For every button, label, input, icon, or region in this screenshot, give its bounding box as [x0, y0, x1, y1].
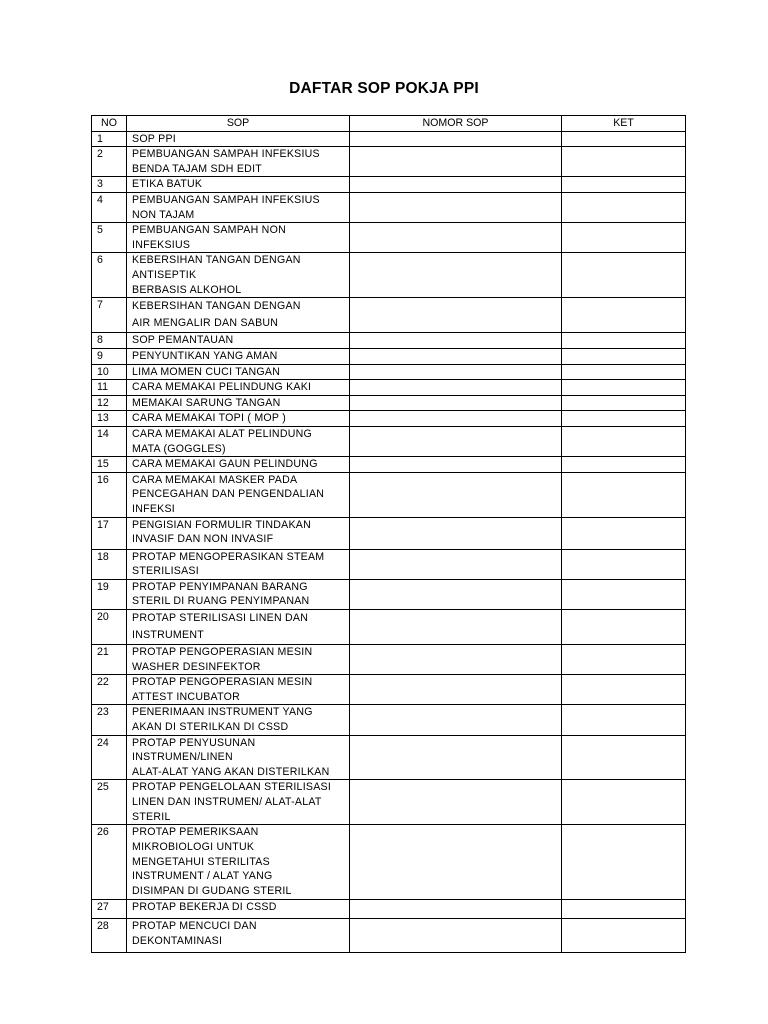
table-row [92, 147, 686, 177]
table-row [92, 919, 686, 953]
ket-cell [562, 253, 686, 298]
row-number: 15 [92, 457, 127, 473]
row-number: 12 [92, 395, 127, 411]
ket-cell [562, 364, 686, 380]
table-row [92, 223, 686, 253]
nomor-sop-cell [350, 348, 562, 364]
nomor-sop-cell [350, 735, 562, 780]
nomor-sop-cell [350, 780, 562, 825]
sop-name: PENERIMAAN INSTRUMENT YANG AKAN DI STERILKAN DI CSSD [127, 705, 350, 735]
row-number: 14 [92, 426, 127, 456]
sop-name: PROTAP PEMERIKSAAN MIKROBIOLOGI UNTUK MENGETAHUI STERILITAS INSTRUMENT / ALAT YANG DISIMPAN DI GUDANG STERIL [127, 825, 350, 900]
sop-name: KEBERSIHAN TANGAN DENGAN ANTISEPTIK BERBASIS ALKOHOL [127, 253, 350, 298]
row-number: 2 [92, 147, 127, 177]
sop-name: PROTAP PENYUSUNAN INSTRUMEN/LINEN ALAT-ALAT YANG AKAN DISTERILKAN [127, 735, 350, 780]
table-row [92, 177, 686, 193]
sop-name: PROTAP BEKERJA DI CSSD [127, 900, 350, 919]
table-row [92, 645, 686, 675]
table-body [92, 131, 686, 953]
table-row [92, 705, 686, 735]
ket-cell [562, 395, 686, 411]
nomor-sop-cell [350, 426, 562, 456]
page-title: DAFTAR SOP POKJA PPI [289, 80, 479, 97]
nomor-sop-cell [350, 705, 562, 735]
nomor-sop-cell [350, 411, 562, 427]
row-number: 8 [92, 333, 127, 349]
nomor-sop-cell [350, 147, 562, 177]
nomor-sop-cell [350, 825, 562, 900]
table-row [92, 549, 686, 579]
row-number: 13 [92, 411, 127, 427]
sop-name: PROTAP MENCUCI DAN DEKONTAMINASI [127, 919, 350, 953]
table-row [92, 395, 686, 411]
nomor-sop-cell [350, 457, 562, 473]
sop-name: PENGISIAN FORMULIR TINDAKAN INVASIF DAN NON INVASIF [127, 517, 350, 549]
nomor-sop-cell [350, 364, 562, 380]
ket-cell [562, 579, 686, 609]
sop-name: PEMBUANGAN SAMPAH INFEKSIUS BENDA TAJAM SDH EDIT [127, 147, 350, 177]
nomor-sop-cell [350, 333, 562, 349]
row-number: 17 [92, 517, 127, 549]
row-number: 10 [92, 364, 127, 380]
row-number: 9 [92, 348, 127, 364]
nomor-sop-cell [350, 675, 562, 705]
table-row [92, 364, 686, 380]
table-row [92, 131, 686, 147]
ket-cell [562, 411, 686, 427]
nomor-sop-cell [350, 517, 562, 549]
sop-name: CARA MEMAKAI GAUN PELINDUNG [127, 457, 350, 473]
sop-name: PEMBUANGAN SAMPAH NON INFEKSIUS [127, 223, 350, 253]
ket-cell [562, 192, 686, 222]
ket-cell [562, 333, 686, 349]
nomor-sop-cell [350, 579, 562, 609]
nomor-sop-cell [350, 900, 562, 919]
nomor-sop-cell [350, 253, 562, 298]
sop-name: PENYUNTIKAN YANG AMAN [127, 348, 350, 364]
nomor-sop-cell [350, 645, 562, 675]
sop-name: LIMA MOMEN CUCI TANGAN [127, 364, 350, 380]
nomor-sop-cell [350, 131, 562, 147]
table-row [92, 192, 686, 222]
ket-cell [562, 735, 686, 780]
sop-name: MEMAKAI SARUNG TANGAN [127, 395, 350, 411]
row-number: 20 [92, 610, 127, 645]
row-number: 3 [92, 177, 127, 193]
sop-name: PROTAP PENGOPERASIAN MESIN ATTEST INCUBATOR [127, 675, 350, 705]
header-no: NO [92, 116, 127, 132]
row-number: 11 [92, 380, 127, 396]
row-number: 21 [92, 645, 127, 675]
table-row [92, 348, 686, 364]
ket-cell [562, 380, 686, 396]
table-row [92, 457, 686, 473]
row-number: 5 [92, 223, 127, 253]
nomor-sop-cell [350, 177, 562, 193]
row-number: 27 [92, 900, 127, 919]
row-number: 18 [92, 549, 127, 579]
nomor-sop-cell [350, 549, 562, 579]
row-number: 1 [92, 131, 127, 147]
ket-cell [562, 147, 686, 177]
header-ket: KET [562, 116, 686, 132]
nomor-sop-cell [350, 919, 562, 953]
table-row [92, 426, 686, 456]
row-number: 28 [92, 919, 127, 953]
ket-cell [562, 298, 686, 333]
table-row [92, 735, 686, 780]
row-number: 4 [92, 192, 127, 222]
sop-table [91, 115, 686, 953]
ket-cell [562, 549, 686, 579]
nomor-sop-cell [350, 298, 562, 333]
ket-cell [562, 131, 686, 147]
table-row [92, 825, 686, 900]
ket-cell [562, 675, 686, 705]
table-row [92, 675, 686, 705]
nomor-sop-cell [350, 395, 562, 411]
table-row [92, 333, 686, 349]
table-row [92, 610, 686, 645]
table-row [92, 472, 686, 517]
sop-name: ETIKA BATUK [127, 177, 350, 193]
header-sop: SOP [127, 116, 350, 132]
ket-cell [562, 705, 686, 735]
sop-name: PROTAP PENGELOLAAN STERILISASI LINEN DAN INSTRUMEN/ ALAT-ALAT STERIL [127, 780, 350, 825]
sop-name: PEMBUANGAN SAMPAH INFEKSIUS NON TAJAM [127, 192, 350, 222]
table-row [92, 900, 686, 919]
row-number: 24 [92, 735, 127, 780]
ket-cell [562, 919, 686, 953]
row-number: 7 [92, 298, 127, 333]
table-row [92, 298, 686, 333]
ket-cell [562, 825, 686, 900]
table-row [92, 517, 686, 549]
ket-cell [562, 223, 686, 253]
sop-name: CARA MEMAKAI TOPI ( MOP ) [127, 411, 350, 427]
nomor-sop-cell [350, 610, 562, 645]
header-row [92, 116, 686, 132]
row-number: 22 [92, 675, 127, 705]
row-number: 25 [92, 780, 127, 825]
sop-name: SOP PEMANTAUAN [127, 333, 350, 349]
table-row [92, 579, 686, 609]
sop-name: CARA MEMAKAI MASKER PADA PENCEGAHAN DAN PENGENDALIAN INFEKSI [127, 472, 350, 517]
sop-name: KEBERSIHAN TANGAN DENGAN AIR MENGALIR DAN SABUN [127, 298, 350, 333]
nomor-sop-cell [350, 192, 562, 222]
row-number: 23 [92, 705, 127, 735]
sop-name: SOP PPI [127, 131, 350, 147]
ket-cell [562, 472, 686, 517]
table-header [92, 116, 686, 132]
sop-name: CARA MEMAKAI PELINDUNG KAKI [127, 380, 350, 396]
table-row [92, 253, 686, 298]
ket-cell [562, 426, 686, 456]
row-number: 16 [92, 472, 127, 517]
sop-name: PROTAP PENGOPERASIAN MESIN WASHER DESINFEKTOR [127, 645, 350, 675]
ket-cell [562, 517, 686, 549]
ket-cell [562, 780, 686, 825]
ket-cell [562, 645, 686, 675]
table-row [92, 411, 686, 427]
ket-cell [562, 900, 686, 919]
row-number: 6 [92, 253, 127, 298]
sop-name: PROTAP PENYIMPANAN BARANG STERIL DI RUANG PENYIMPANAN [127, 579, 350, 609]
nomor-sop-cell [350, 472, 562, 517]
nomor-sop-cell [350, 223, 562, 253]
table-row [92, 380, 686, 396]
ket-cell [562, 348, 686, 364]
row-number: 19 [92, 579, 127, 609]
sop-name: PROTAP STERILISASI LINEN DAN INSTRUMENT [127, 610, 350, 645]
table-row [92, 780, 686, 825]
ket-cell [562, 610, 686, 645]
ket-cell [562, 457, 686, 473]
ket-cell [562, 177, 686, 193]
row-number: 26 [92, 825, 127, 900]
header-nomor-sop: NOMOR SOP [350, 116, 562, 132]
sop-name: PROTAP MENGOPERASIKAN STEAM STERILISASI [127, 549, 350, 579]
sop-name: CARA MEMAKAI ALAT PELINDUNG MATA (GOGGLES) [127, 426, 350, 456]
nomor-sop-cell [350, 380, 562, 396]
